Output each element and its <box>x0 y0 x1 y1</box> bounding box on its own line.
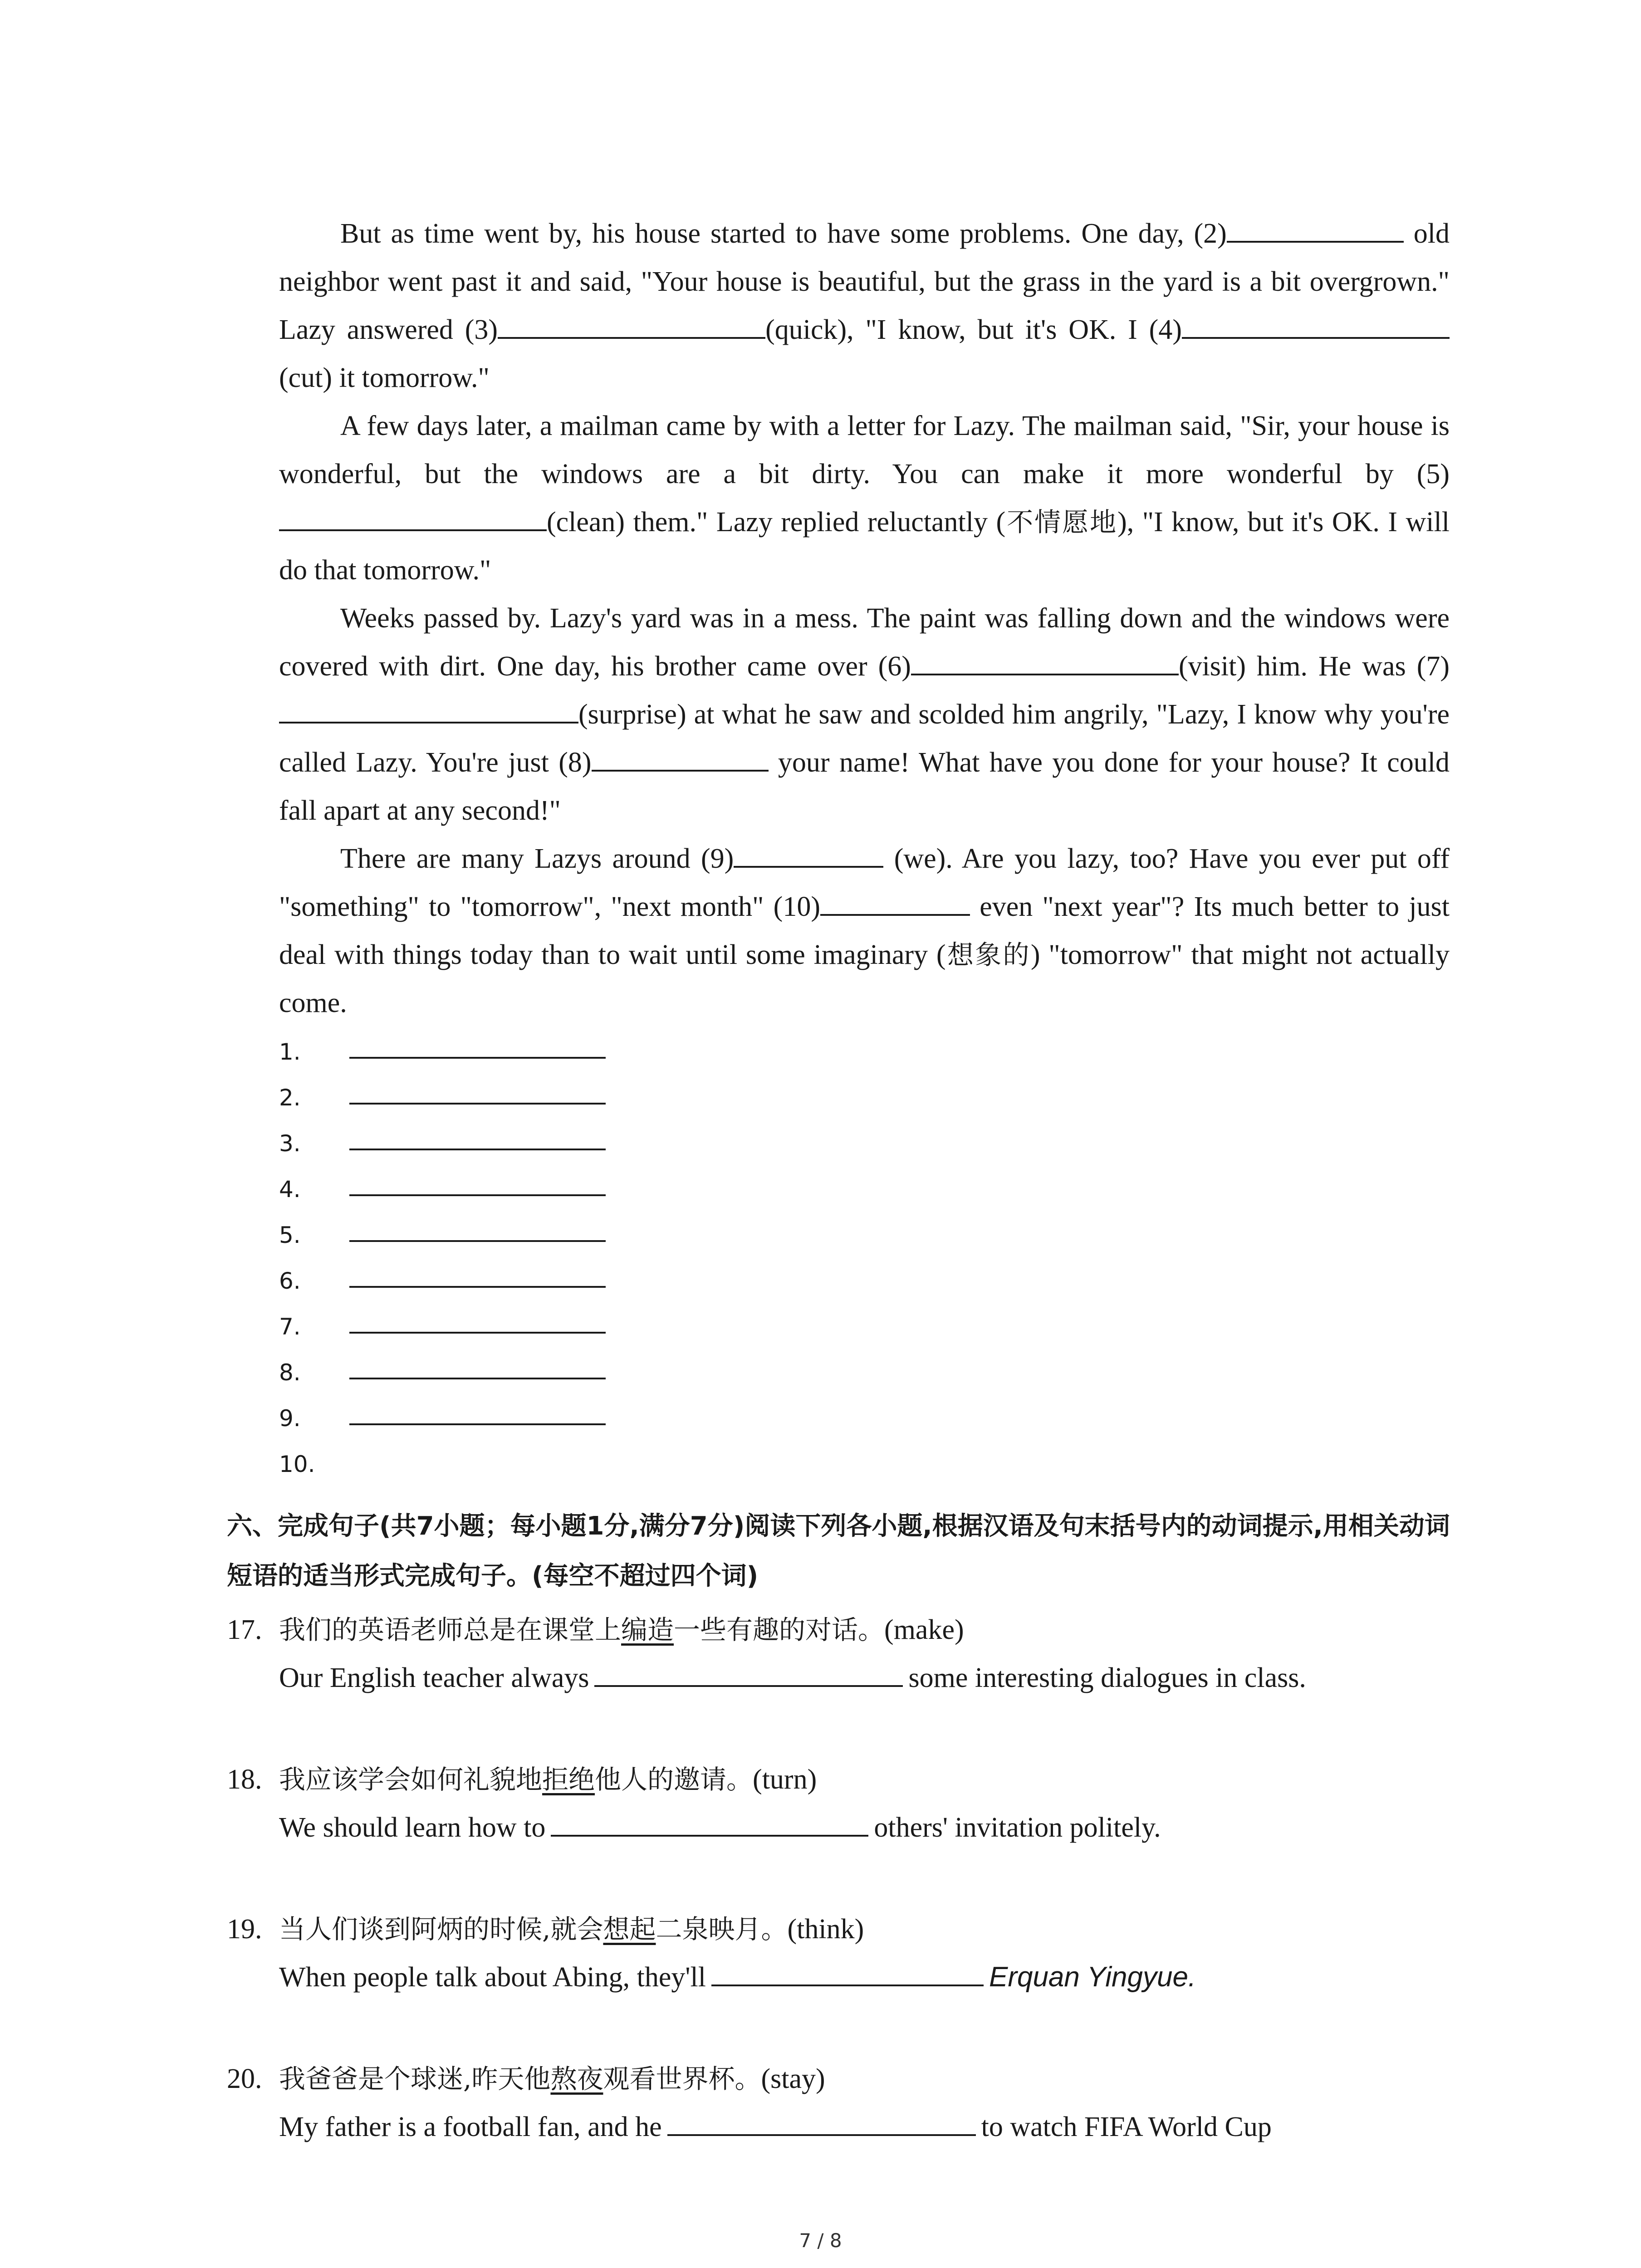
answer-number: 1. <box>279 1039 301 1065</box>
underlined-phrase: 熬夜 <box>550 2063 603 2094</box>
passage-text: (surprise) at what he saw and scolded him angrily, "Lazy, I know why you're called Lazy. You're just (8) <box>279 699 1450 778</box>
answer-blank[interactable] <box>711 1956 984 1986</box>
question-chinese <box>227 1755 1452 1804</box>
question-chinese <box>227 2055 1452 2103</box>
verb-hint: (stay) <box>761 2063 825 2094</box>
answer-number: 5. <box>279 1222 301 1248</box>
passage-text: A few days later, a mailman came by with a letter for Lazy. The mailman said, "Sir, your house is wonderful, but the windows are a bit dirty. You can make it more wonderful by (5) <box>279 411 1450 489</box>
question-number: 20. <box>227 2063 262 2094</box>
answer-blank[interactable] <box>594 1657 903 1687</box>
blank-5[interactable] <box>279 501 547 531</box>
answer-line[interactable] <box>349 1194 606 1196</box>
question-chinese <box>227 1606 1452 1654</box>
question-english <box>227 1804 1452 1852</box>
answer-line[interactable] <box>349 1057 606 1059</box>
passage-text: old neighbor went past it and said, "Your house is beautiful, but the grass in the yard is a bit overgrown." Lazy answered (3) <box>279 218 1450 345</box>
chinese-prompt: 我爸爸是个球迷,昨天他 <box>279 2063 551 2094</box>
answer-number: 9. <box>279 1405 301 1432</box>
answer-blank[interactable] <box>667 2106 976 2136</box>
answer-line[interactable] <box>349 1240 606 1242</box>
answer-line[interactable] <box>349 1423 606 1425</box>
chinese-prompt: 二泉映月。 <box>656 1914 788 1945</box>
question-number: 17. <box>227 1614 262 1645</box>
reading-passage <box>279 210 1450 1027</box>
blank-8[interactable] <box>592 742 769 772</box>
question-number: 19. <box>227 1914 262 1945</box>
passage-text: ), "I know, but it's OK. I will do that tomorrow." <box>279 507 1450 586</box>
chinese-gloss: 想象的 <box>945 939 1031 970</box>
sentence-end: to watch FIFA World Cup <box>981 2112 1272 2142</box>
blank-7[interactable] <box>279 694 578 723</box>
passage-paragraph-2 <box>279 402 1450 594</box>
sentence-end: some interesting dialogues in class. <box>908 1662 1306 1693</box>
sentence-start: When people talk about Abing, they'll <box>279 1962 706 1993</box>
sentence-end: Erquan Yingyue. <box>989 1961 1196 1993</box>
answer-number: 2. <box>279 1085 301 1111</box>
underlined-phrase: 想起 <box>603 1914 656 1945</box>
blank-2[interactable] <box>1227 213 1404 243</box>
answer-line[interactable] <box>349 1332 606 1334</box>
answer-number: 3. <box>279 1130 301 1157</box>
passage-paragraph-1 <box>279 210 1450 402</box>
question-english <box>227 1654 1452 1702</box>
chinese-prompt: 观看世界杯。 <box>603 2063 761 2094</box>
answer-line[interactable] <box>349 1149 606 1150</box>
passage-text: your name! What have you done for your house? It could fall apart at any second!" <box>279 747 1450 826</box>
passage-text: ) "tomorrow" that might not actually come. <box>279 939 1450 1018</box>
question-20 <box>227 2055 1452 2151</box>
blank-4[interactable] <box>1182 309 1450 339</box>
chinese-prompt: 当人们谈到阿炳的时候,就会 <box>279 1914 603 1945</box>
blank-6[interactable] <box>911 645 1179 675</box>
answer-number: 4. <box>279 1176 301 1202</box>
answer-blank[interactable] <box>551 1807 868 1837</box>
passage-paragraph-4 <box>279 835 1450 1027</box>
passage-text: (visit) him. He was (7) <box>1178 651 1450 682</box>
passage-text: Weeks passed by. Lazy's yard was in a mess. The paint was falling down and the windows were covered with dirt. One day, his brother came over (6) <box>279 603 1450 682</box>
question-english <box>227 1953 1452 2001</box>
sentence-end: others' invitation politely. <box>874 1812 1161 1843</box>
passage-text: But as time went by, his house started to have some problems. One day, (2) <box>340 218 1227 249</box>
underlined-phrase: 编造 <box>621 1614 674 1645</box>
answer-number: 7. <box>279 1314 301 1340</box>
chinese-prompt: 他人的邀请。 <box>595 1764 753 1795</box>
answer-number: 6. <box>279 1268 301 1294</box>
question-19 <box>227 1905 1452 2001</box>
answer-number: 8. <box>279 1359 301 1386</box>
chinese-prompt: 我应该学会如何礼貌地 <box>279 1764 543 1795</box>
answer-line[interactable] <box>349 1103 606 1105</box>
verb-hint: (think) <box>787 1914 864 1945</box>
passage-text: (clean) them." Lazy replied reluctantly ( <box>547 507 1006 538</box>
question-chinese <box>227 1905 1452 1953</box>
passage-text: (cut) it tomorrow." <box>279 362 490 393</box>
answer-line[interactable] <box>349 1378 606 1379</box>
passage-text: There are many Lazys around (9) <box>340 843 734 874</box>
chinese-prompt: 一些有趣的对话。 <box>674 1614 885 1645</box>
passage-paragraph-3 <box>279 594 1450 835</box>
verb-hint: (make) <box>884 1614 964 1645</box>
underlined-phrase: 拒绝 <box>542 1764 595 1795</box>
answer-line[interactable] <box>349 1286 606 1288</box>
answer-number: 10. <box>279 1451 315 1477</box>
sentence-start: Our English teacher always <box>279 1662 589 1693</box>
question-17 <box>227 1606 1452 1702</box>
question-number: 18. <box>227 1764 262 1795</box>
page-number: 7 / 8 <box>799 2229 842 2252</box>
question-english <box>227 2103 1452 2151</box>
chinese-gloss: 不情愿地 <box>1005 507 1118 538</box>
blank-9[interactable] <box>734 838 883 868</box>
passage-text: even "next year"? Its much better to just deal with things today than to wait until some imaginary ( <box>279 891 1450 970</box>
section-six-title: 六、完成句子(共7小题；每小题1分,满分7分)阅读下列各小题,根据汉语及句末括号内的动词提示,用相关动词短语的适当形式完成句子。(每空不超过四个词) <box>227 1511 1450 1591</box>
sentence-start: My father is a football fan, and he <box>279 2112 662 2142</box>
passage-text: (quick), "I know, but it's OK. I (4) <box>765 314 1182 345</box>
passage-text: (we). Are you lazy, too? Have you ever put off "something" to "tomorrow", "next month" (10) <box>279 843 1450 922</box>
chinese-prompt: 我们的英语老师总是在课堂上 <box>279 1614 622 1645</box>
sentence-start: We should learn how to <box>279 1812 546 1843</box>
question-18 <box>227 1755 1452 1852</box>
blank-10[interactable] <box>820 886 970 916</box>
verb-hint: (turn) <box>753 1764 817 1795</box>
blank-3[interactable] <box>498 309 765 339</box>
